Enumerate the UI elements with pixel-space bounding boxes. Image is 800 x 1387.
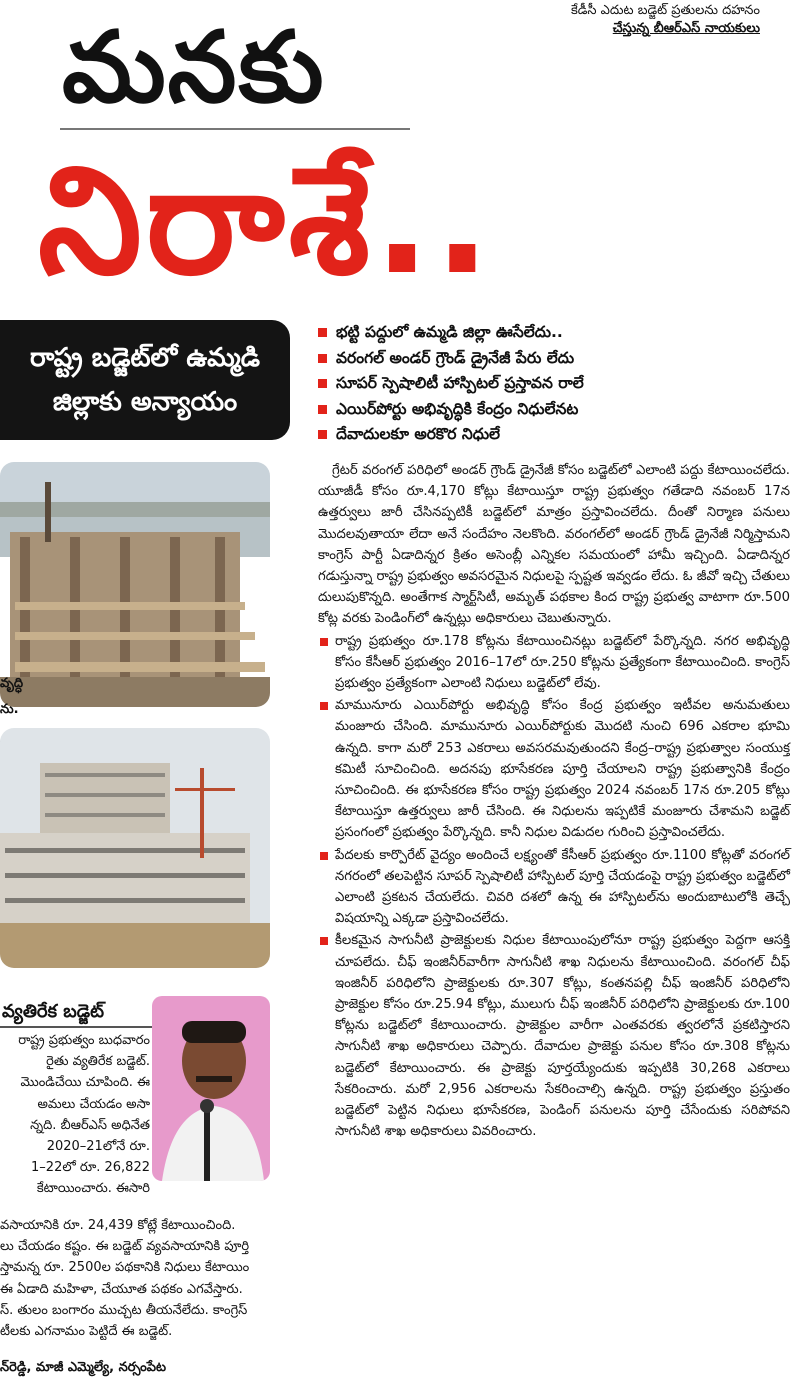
speaker-portrait-photo: [152, 996, 270, 1181]
article-item: కీలకమైన సాగునీటి ప్రాజెక్టులకు నిధుల కేటాయింపులోనూ రాష్ట్ర ప్రభుత్వం పెద్దగా ఆసక్తి చూపలేదు. చీఫ్ ఇంజినీర్‌వారీగా సాగునీటి శాఖ నిధులను కేటాయించింది. వరంగల్ చీఫ్ ఇంజినీర్ పరిధిలోని ప్రాజెక్టులకు రూ.307 కోట్లు, కంతనపల్లి చీఫ్ ఇంజినీర్ పరిధిలోని ప్రాజెక్టుల కోసం రూ.25.94 కోట్లు, ములుగు చీఫ్ ఇంజినీర్ పరిధిలోని ప్రాజెక్టులకు రూ.100 కోట్లను బడ్జెట్‌లో కేటాయించారు. ప్రాజెక్టుల వారీగా ఎంతవరకు త్వరలోనే ప్రకటిస్తారని సాగునీటి శాఖ అధికారులు చెప్పారు. దేవాదుల ప్రాజెక్టు పనుల కోసం రూ.308 కోట్లను బడ్జెట్‌లో కేటాయించారు. ఈ ప్రాజెక్టు పూర్తయ్యేందుకు ఇప్పటికి 30,268 ఎకరాలు సేకరించారు. మరో 2,956 ఎకరాలను సేకరించాల్సి ఉన్నది. రాష్ట్ర ప్రభుత్వం ప్రస్తుతం బడ్జెట్‌లో పెట్టిన నిధులు భూసేకరణ, పెండింగ్ పనులను పూర్తి చేసేందుకు సరిపోవని సాగునీటి శాఖ అధికారులు వివరించారు.: [318, 930, 790, 1142]
bullet-square-icon: [318, 379, 327, 388]
bullet-square-icon: [318, 328, 327, 337]
bullet-item: దేవాదులకూ అరకొర నిధులే: [318, 422, 788, 446]
bullet-square-icon: [318, 354, 327, 363]
clipped-text-fragment: ను.: [0, 702, 19, 717]
caption-line-1: కేడీసీ ఎదుట బడ్జెట్ ప్రతులను దహనం: [570, 3, 760, 18]
sub-article-title: వ్యతిరేక బడ్జెట్: [0, 998, 152, 1028]
bullet-square-icon: [318, 405, 327, 414]
article-body: [318, 460, 790, 1144]
subheading-banner: [0, 320, 290, 440]
bullet-item: భట్టి పద్దులో ఉమ్మడి జిల్లా ఊసేలేదు..: [318, 320, 788, 344]
item-square-icon: [320, 937, 328, 945]
banner-line-2: జిల్లాకు అన్యాయం: [52, 387, 238, 417]
article-item: రాష్ట్ర ప్రభుత్వం రూ.178 కోట్లను కేటాయించినట్లు బడ్జెట్‌లో పేర్కొన్నది. నగర అభివృద్ధి కోసం కేసీఆర్ ప్రభుత్వం 2016–17లో రూ.250 కోట్లను ప్రత్యేకంగా కేటాయించింది. కాంగ్రెస్ ప్రభుత్వం ప్రత్యేకంగా ఎలాంటి నిధులు బడ్జెట్‌లో లేవు.: [318, 631, 790, 695]
banner-line-1: రాష్ట్ర బడ్జెట్‌లో ఉమ్మడి: [30, 343, 260, 373]
sub-article-text-continued: వసాయానికి రూ. 24,439 కోట్లే కేటాయించింది. లు చేయడం కష్టం. ఈ బడ్జెట్ వ్యవసాయానికి పూర్తి స్తామన్న రూ. 2500ల పథకానికి నిధులు కేటాయిం ఈ ఏడాది మహిళా, చేయూత పథకం ఎగవేస్తారు. స్. తులం బంగారం ముచ్చట తీయనేలేదు. కాంగ్రెస్ టీలకు ఎగనామం పెట్టిదే ఈ బడ్జెట్.: [0, 1218, 250, 1340]
article-item: మామునూరు ఎయిర్‌పోర్టు అభివృద్ధి కోసం కేంద్ర ప్రభుత్వం ఇటీవల అనుమతులు మంజూరు చేసింది. మామునూరు ఎయిర్‌పోర్టుకు మొదటి నుంచి 696 ఎకరాల భూమి ఉన్నది. కాగా మరో 253 ఎకరాలు అవసరమవుతుందని కేంద్ర–రాష్ట్ర ప్రభుత్వాల సంయుక్త కమిటీ సూచించింది. అదనపు భూసేకరణ పూర్తి చేయాలని రాష్ట్ర ప్రభుత్వానికి కేంద్రం సూచించింది. ఈ భూసేకరణ కోసం రాష్ట్ర ప్రభుత్వం 2024 నవంబర్ 17న రూ.205 కోట్లు కేటాయిస్తూ ఉత్తర్వులు జారీ చేసింది. ఈ నిధులను ఇప్పటికే మంజూరు చేశామని బడ్జెట్ ప్రసంగంలో ప్రభుత్వం పేర్కొన్నది. కానీ నిధుల విడుదల గురించి ప్రస్తావించలేదు.: [318, 695, 790, 843]
headline-line-1: మనకు: [62, 11, 326, 125]
speaker-credit: న్‌రెడ్డి, మాజీ ఎమ్మెల్యే, నర్సంపేట: [0, 1360, 166, 1375]
item-square-icon: [320, 852, 328, 860]
article-intro: గ్రేటర్ వరంగల్ పరిధిలో అండర్ గ్రౌండ్ డ్రైనేజీ కోసం బడ్జెట్‌లో ఎలాంటి పద్దు కేటాయించలేదు. యూజీడీ కోసం రూ.4,170 కోట్లు కేటాయిస్తూ రాష్ట్ర ప్రభుత్వం గతేడాది నవంబర్ 17న ఉత్తర్వులు జారీ చేసినప్పటికీ బడ్జెట్‌లో మాత్రం ప్రస్తావించలేదు. దీంతో నిర్మాణ పనులు మొదలవుతాయా లేదా అనే సందేహం నెలకొంది. వరంగల్‌లో అండర్ గ్రౌండ్ డ్రైనేజీ నిర్మిస్తామని కాంగ్రెస్ పార్టీ ఏడాదిన్నర క్రితం అసెంబ్లీ ఎన్నికల సమయంలో హామీ ఇచ్చింది. ఏడాదిన్నర గడుస్తున్నా రాష్ట్ర ప్రభుత్వం అవసరమైన నిధులపై స్పష్టత ఇవ్వడం లేదు. ఓ జీవో ఇచ్చి చేతులు దులుపుకొన్నది. అంతేగాక స్మార్ట్‌సిటీ, అమృత్ పథకాల కింద రాష్ట్ర ప్రభుత్వ వాటాగా రూ.500 కోట్ల వరకు పెండింగ్‌లో ఉన్నట్లు అధికారులు చెబుతున్నారు.: [318, 463, 790, 627]
bullet-item: ఎయిర్‌పోర్టు అభివృద్ధికి కేంద్రం నిధులేనట: [318, 397, 788, 421]
item-square-icon: [320, 638, 328, 646]
article-item: పేదలకు కార్పొరేట్ వైద్యం అందించే లక్ష్యంతో కేసీఆర్ ప్రభుత్వం రూ.1100 కోట్లతో వరంగల్ నగరంలో తలపెట్టిన సూపర్ స్పెషాలిటీ హాస్పిటల్ పూర్తి చేయడంపై రాష్ట్ర ప్రభుత్వం బడ్జెట్‌లో ఎలాంటి ప్రకటన చేయలేదు. చివరి దశలో ఉన్న ఈ హాస్పిటల్‌ను అందుబాటులోకి తెచ్చే విషయాన్ని ఎక్కడా ప్రస్తావించలేదు.: [318, 845, 790, 930]
dam-construction-photo: [0, 462, 270, 707]
photo-caption: [460, 2, 760, 38]
headline-line-2: నిరాశే..: [38, 135, 495, 307]
sub-article-text: రాష్ట్ర ప్రభుత్వం బుధవారం రైతు వ్యతిరేక బడ్జెట్. మొండిచేయి చూపింది. ఈ అమలు చేయడం అసా న్నది. బీఆర్ఎస్ అధినేత 2020–21లోనే రూ. 1–22లో రూ. 26,822 కేటాయించారు. ఈసారి: [18, 1033, 150, 1197]
hospital-building-photo: [0, 728, 270, 968]
bullet-square-icon: [318, 430, 327, 439]
item-square-icon: [320, 702, 328, 710]
caption-line-2: చేస్తున్న బీఆర్ఎస్ నాయకులు: [612, 21, 760, 36]
clipped-text-fragment: వృద్ధి: [0, 676, 24, 691]
bullet-item: సూపర్ స్పెషాలిటీ హాస్పిటల్ ప్రస్తావన రాలే: [318, 371, 788, 395]
highlight-bullets: [318, 320, 788, 448]
bullet-item: వరంగల్ అండర్ గ్రౌండ్ డ్రైనేజీ పేరు లేదు: [318, 346, 788, 370]
